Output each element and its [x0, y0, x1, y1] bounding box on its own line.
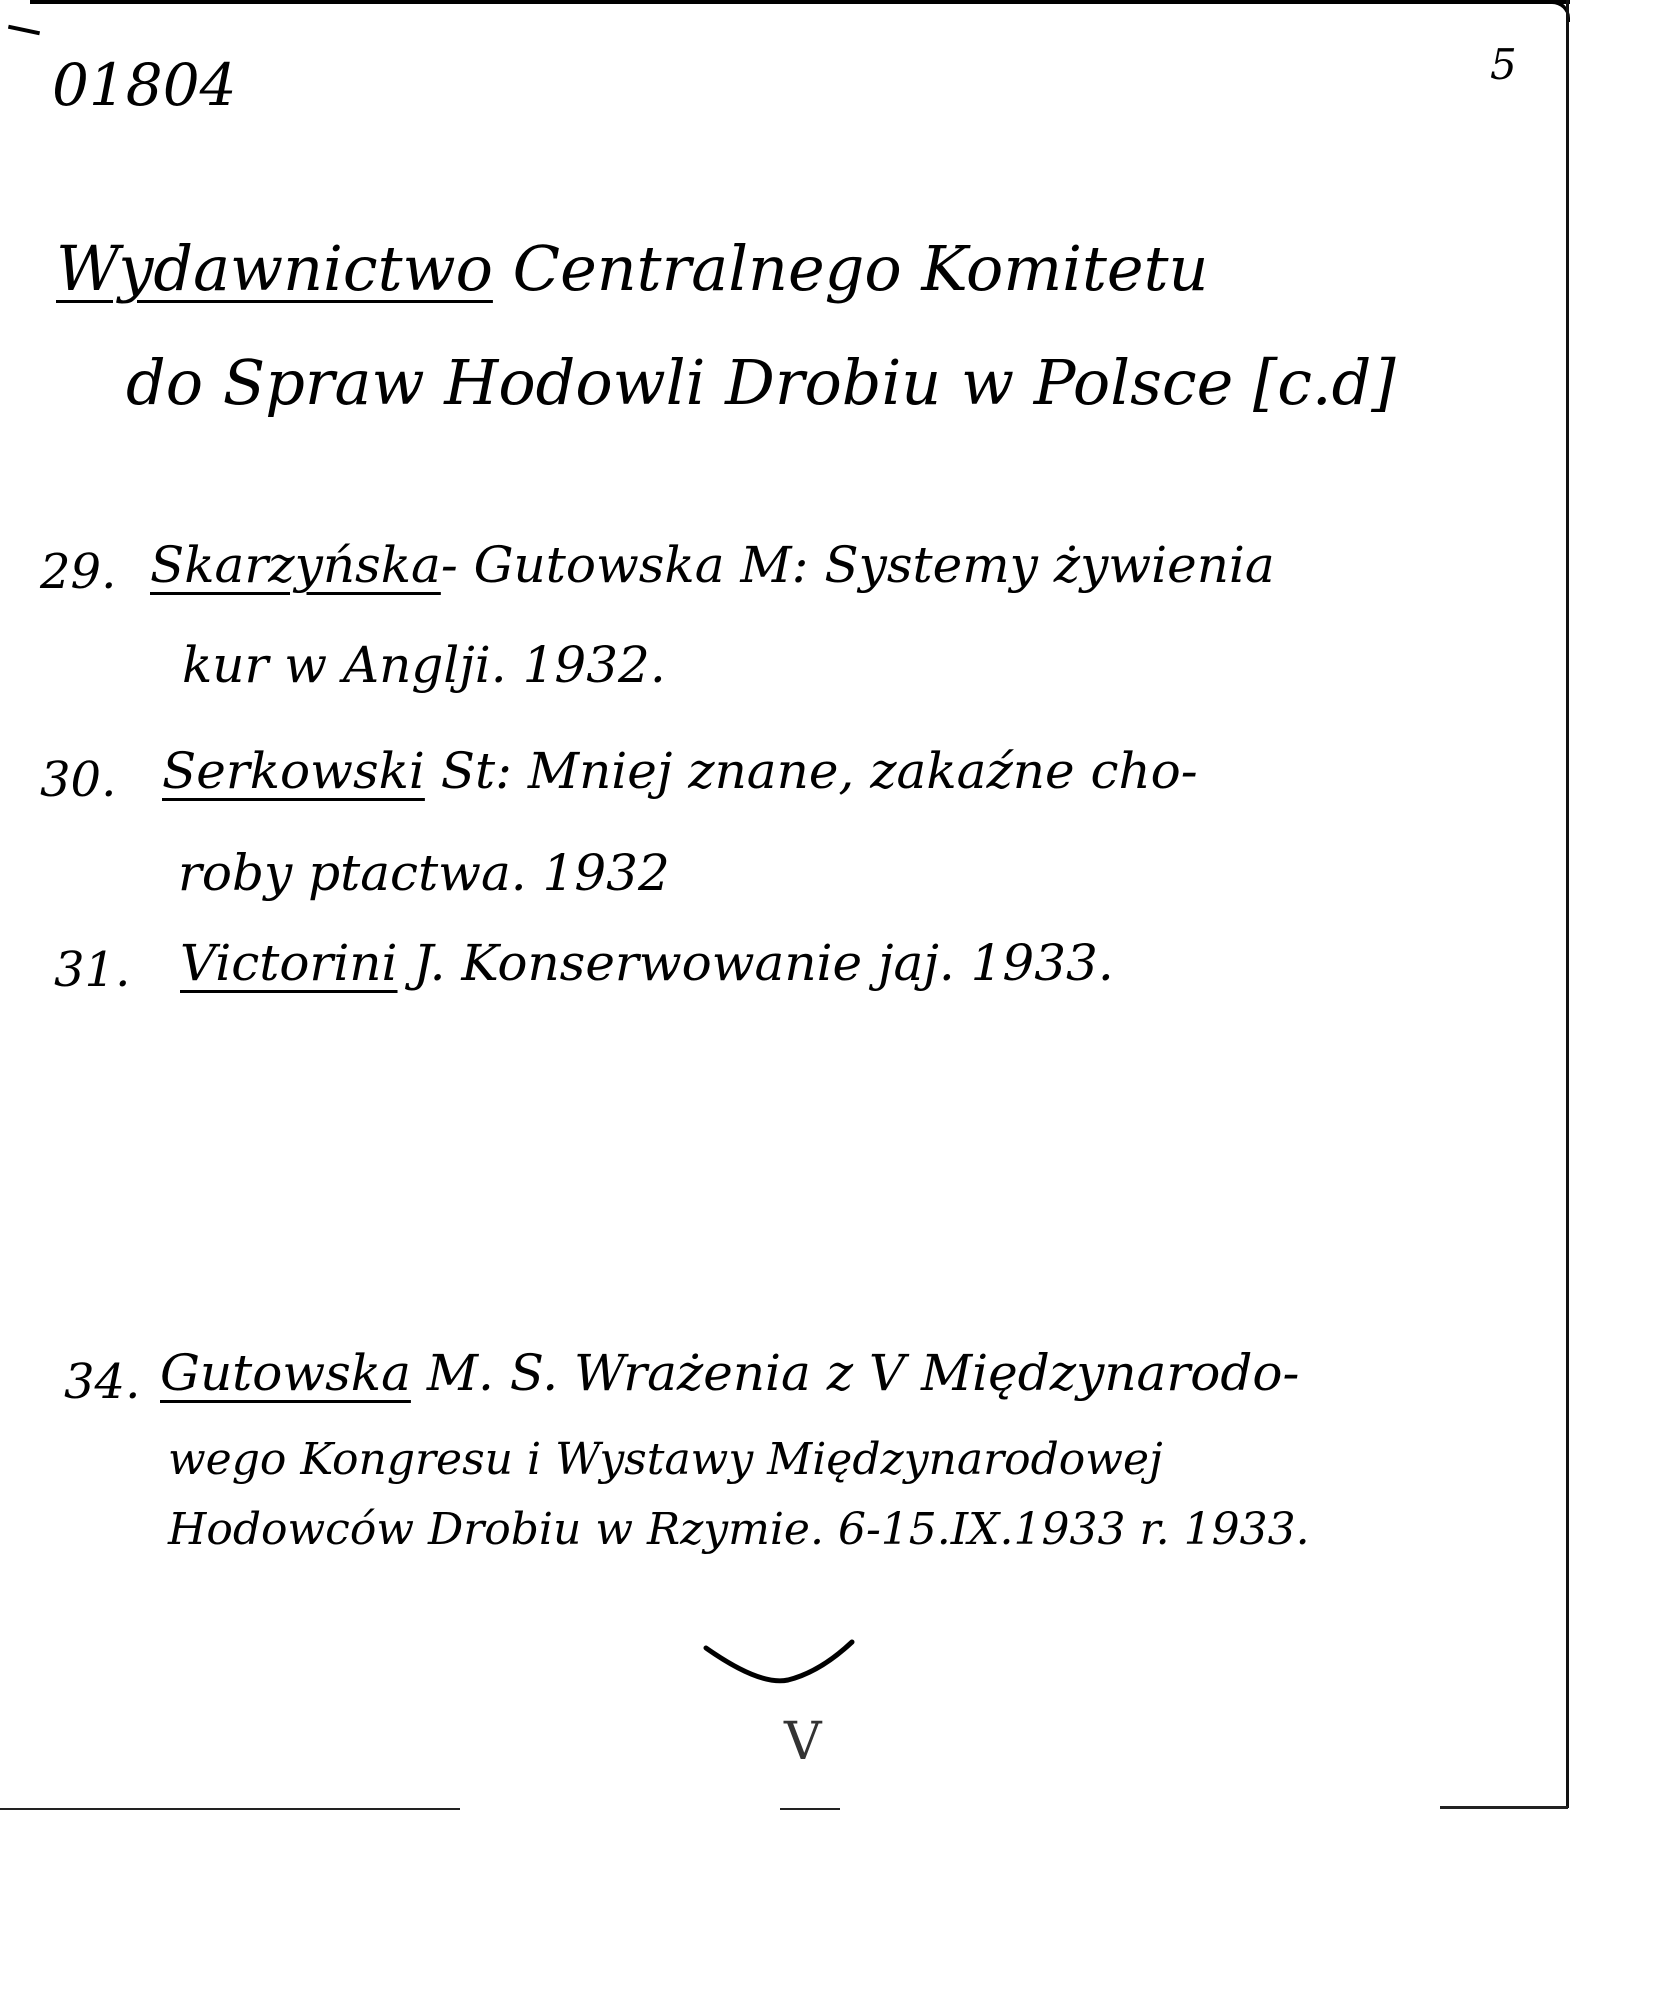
- entry-30-line-1-rest: St: Mniej znane, zakaźne cho-: [440, 742, 1198, 800]
- bottom-edge-left: [0, 1808, 460, 1810]
- entry-31-line-1-rest: J. Konserwowanie jaj. 1933.: [413, 934, 1114, 992]
- entry-31-line-1: [180, 934, 1114, 992]
- entry-30-line-1: [162, 742, 1198, 800]
- entry-29-line-1-rest: - Gutowska M: Systemy żywienia: [440, 536, 1275, 594]
- entry-29-author: Skarzyńska: [150, 536, 441, 594]
- entry-29-line-1: [150, 536, 1275, 594]
- entry-34-line-2: wego Kongresu i Wystawy Międzynarodowej: [168, 1434, 1163, 1485]
- entry-34-line-1-rest: M. S. Wrażenia z V Międzynarodo-: [426, 1344, 1300, 1402]
- entry-34-number: 34.: [64, 1354, 141, 1410]
- page-mark: 5: [1490, 40, 1517, 89]
- closing-arc: [700, 1636, 860, 1706]
- entry-31-author: Victorini: [180, 934, 398, 992]
- entry-29-line-2: kur w Anglji. 1932.: [182, 636, 666, 694]
- heading-underlined-word: Wydawnictwo: [56, 232, 493, 305]
- entry-34-line-1: [160, 1344, 1300, 1402]
- card-top-border: [30, 0, 1570, 4]
- heading-line-1: [56, 232, 1209, 305]
- catalog-number: 01804: [52, 51, 237, 119]
- heading-line-2: do Spraw Hodowli Drobiu w Polsce [c.d]: [126, 346, 1396, 419]
- entry-29-number: 29.: [40, 544, 117, 600]
- card-right-border: [1566, 0, 1569, 1808]
- entry-30-author: Serkowski: [162, 742, 425, 800]
- entry-34-line-3: Hodowców Drobiu w Rzymie. 6-15.IX.1933 r. 1933.: [168, 1504, 1310, 1555]
- entry-34-author: Gutowska: [160, 1344, 411, 1402]
- closing-mark: V: [784, 1712, 822, 1772]
- entry-30-line-2: roby ptactwa. 1932: [178, 844, 670, 902]
- heading-line-1-rest: Centralnego Komitetu: [512, 232, 1209, 305]
- bottom-edge-right: [1440, 1806, 1568, 1809]
- entry-30-number: 30.: [40, 752, 117, 808]
- bottom-edge-mid: [780, 1808, 840, 1810]
- corner-tick-mark: [8, 25, 40, 36]
- entry-31-number: 31.: [54, 942, 131, 998]
